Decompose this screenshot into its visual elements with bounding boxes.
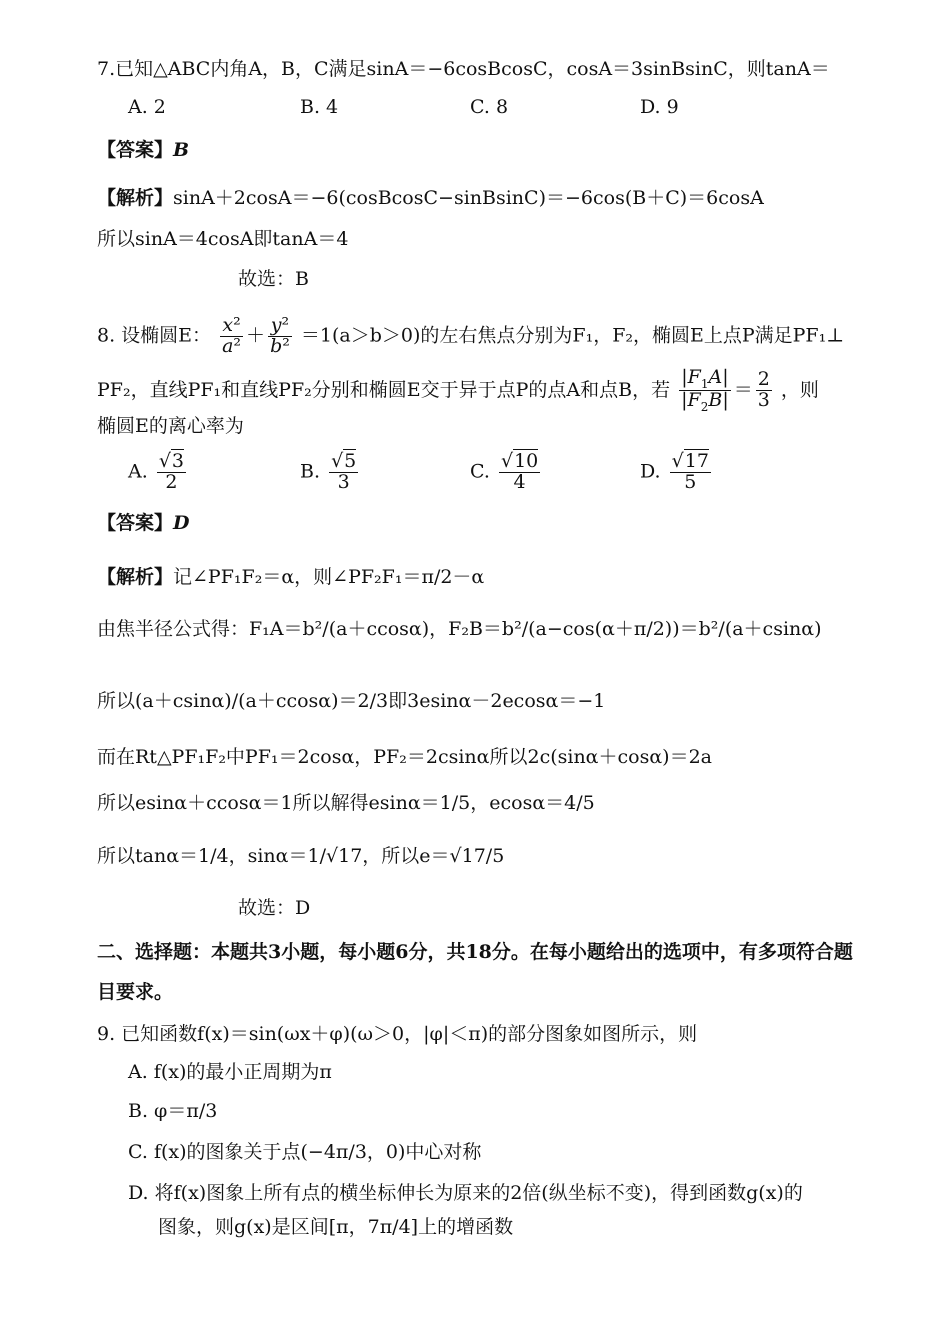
q8-option-c: C. $\frac{√10}{4}$ xyxy=(470,450,539,493)
q9-option-d-line2: 图象，则g(x)是区间[π，7π/4]上的增函数 xyxy=(158,1216,514,1238)
q8-analysis-5: 所以esinα＋ccosα＝1所以解得esinα＝1/5，ecosα＝4/5 xyxy=(97,792,595,814)
q8-answer: 【答案】D xyxy=(97,512,190,534)
q8-stem-line3: 椭圆E的离心率为 xyxy=(97,415,244,437)
q8-choose: 故选：D xyxy=(238,897,311,919)
q7-option-c: C. 8 xyxy=(470,96,509,118)
q8-analysis-6: 所以tanα＝1/4，sinα＝1/√17，所以e＝√17/5 xyxy=(97,845,505,867)
q7-analysis-2: 所以sinA＝4cosA即tanA＝4 xyxy=(97,228,349,250)
q7-choose: 故选：B xyxy=(238,268,309,290)
q7-stem-text: 已知△ABC内角A，B，C满足sinA＝−6cosBcosC，cosA＝3sinBsinC，则tanA＝ xyxy=(115,58,830,80)
q9-stem: 9. 已知函数f(x)＝sin(ωx＋φ)(ω＞0，|φ|＜π)的部分图象如图所示，则 xyxy=(97,1023,698,1045)
q8-option-b: B. $\frac{√5}{3}$ xyxy=(300,450,357,493)
q8-analysis-1: 【解析】记∠PF₁F₂＝α，则∠PF₂F₁＝π/2－α xyxy=(97,566,485,588)
ratio-fraction: $\frac{|F_1A|}{|F_2B|}$ xyxy=(681,366,729,415)
q8-option-a: A. $\frac{√3}{2}$ xyxy=(128,450,185,493)
q8-analysis-4: 而在Rt△PF₁F₂中PF₁＝2cosα，PF₂＝2csinα所以2c(sinα＋cosα)＝2a xyxy=(97,746,713,768)
ellipse-y-term: $\frac{\text{y²}}{\text{b²}}$ xyxy=(270,314,290,357)
q9-option-d-line1: D. 将f(x)图象上所有点的横坐标伸长为原来的2倍(纵坐标不变)，得到函数g(x)的 xyxy=(128,1182,803,1204)
q7-option-b: B. 4 xyxy=(300,96,339,118)
section2-heading-line1: 二、选择题：本题共3小题，每小题6分，共18分。在每小题给出的选项中，有多项符合题 xyxy=(97,941,853,963)
ellipse-x-term: $\frac{\text{x²}}{\text{a²}}$ xyxy=(222,314,242,357)
q7-option-d: D. 9 xyxy=(640,96,679,118)
q8-analysis-2: 由焦半径公式得：F₁A＝b²/(a＋ccosα)，F₂B＝b²/(a−cos(α＋π/2))＝b²/(a＋csinα) xyxy=(97,618,822,640)
q8-option-d: D. $\frac{√17}{5}$ xyxy=(640,450,709,493)
q9-option-b: B. φ＝π/3 xyxy=(128,1100,218,1122)
section2-heading-line2: 目要求。 xyxy=(97,981,174,1003)
q7-option-a: A. 2 xyxy=(128,96,166,118)
q8-stem-line1: 8. 设椭圆E： $\frac{\text{x²}}{\text{a²}}$ ＋ $\frac{\text{y²}}{\text{b²}}$ ＝1(a＞b＞0)的左右焦点分别为F₁，F₂，椭圆E上点P满足PF₁⊥ xyxy=(97,314,845,357)
q8-analysis-3: 所以(a＋csinα)/(a＋ccosα)＝2/3即3esinα－2ecosα＝−1 xyxy=(97,690,606,712)
q9-option-a: A. f(x)的最小正周期为π xyxy=(128,1061,332,1083)
q8-stem-line2: PF₂，直线PF₁和直线PF₂分别和椭圆E交于异于点P的点A和点B，若 $\frac{|F_1A|}{|F_2B|}$ ＝ $\frac{2}{3}$ ，则 xyxy=(97,366,819,415)
q7-stem: 7.已知△ABC内角A，B，C满足sinA＝−6cosBcosC，cosA＝3sinBsinC，则tanA＝ xyxy=(97,58,830,80)
q7-answer: 【答案】B xyxy=(97,139,190,161)
q9-option-c: C. f(x)的图象关于点(−4π/3，0)中心对称 xyxy=(128,1141,482,1163)
q7-analysis-1: 【解析】sinA＋2cosA＝−6(cosBcosC−sinBsinC)＝−6cos(B＋C)＝6cosA xyxy=(97,187,764,209)
